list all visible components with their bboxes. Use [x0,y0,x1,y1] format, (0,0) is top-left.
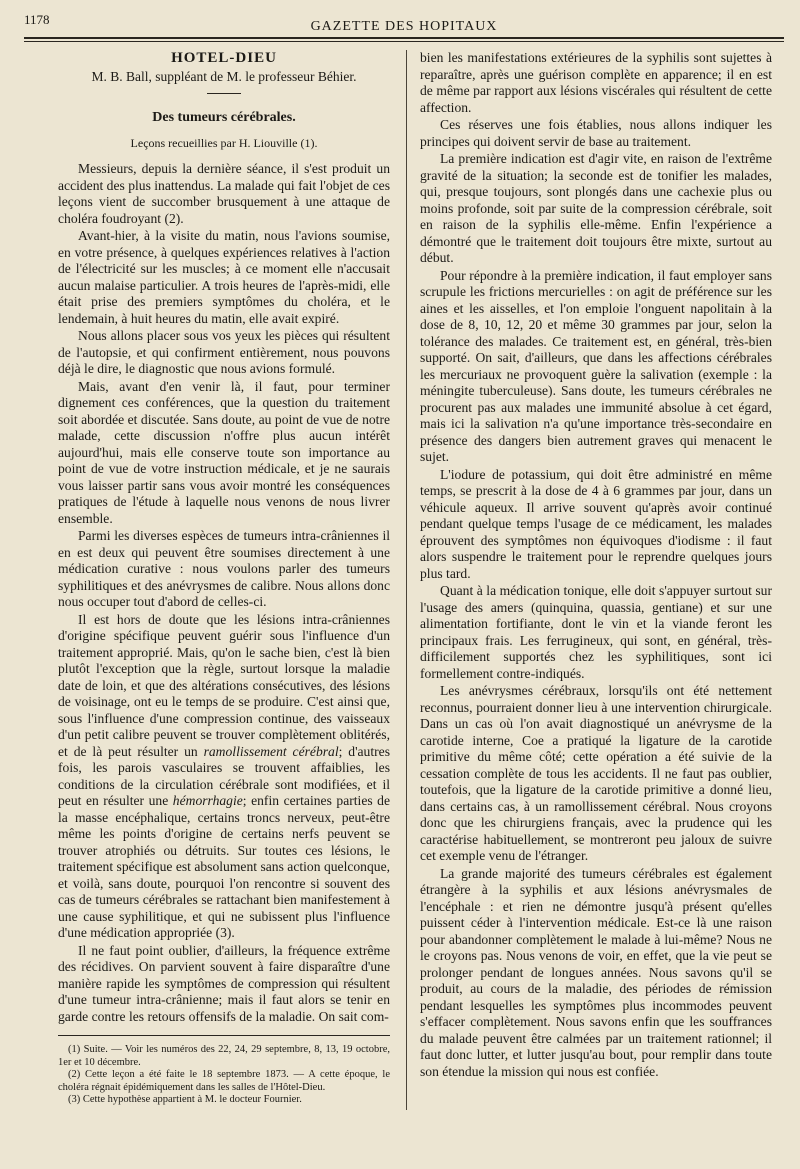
paragraph: bien les manifestations extérieures de la syphilis sont sujettes à reparaître, après une guérison complète en apparence; il en est de même par rapport aux lésions viscérales qui résultent de cette affection. [420,50,772,115]
footnote: (1) Suite. — Voir les numéros des 22, 24, 29 septembre, 8, 13, 19 octobre, 1er et 10 décembre. [58,1044,390,1068]
paragraph: La première indication est d'agir vite, en raison de l'extrême gravité de la situation; la seconde est de tonifier les malades, qui, presque toujours, sont plongés dans une cachexie plus ou moins profonde, soit par suite de la compression cérébrale, soit en raison de la syphilis elle-même. Enfin l'expérience a démontré que le traitement doit toujours être mixte, surtout au début. [420,151,772,265]
header-rule [24,37,784,39]
paragraph [58,612,390,942]
article-title: Des tumeurs cérébrales. [152,110,296,125]
footnote: (3) Cette hypothèse appartient à M. le docteur Fournier. [68,1094,302,1105]
column-divider [406,50,407,1110]
footnotes [58,1035,390,1107]
short-divider [207,93,241,94]
paragraph: Nous allons placer sous vos yeux les pièces qui résultent de l'autopsie, et qui confirment entièrement, nous pouvons déjà le dire, le diagnostic que nous avions formulé. [58,328,390,376]
text-run: ; d'autres fois, les parois vasculaires se trouvent affaiblies, les conditions de la circulation cérébrale sont modifiées, et il peut en résulter une [58,743,390,808]
header-rule-thin [24,41,784,42]
paragraph: Parmi les diverses espèces de tumeurs intra-crâniennes il en est deux qui peuvent être soumises directement à une médication curative : nous voulons parler des tumeurs syphilitiques et des anévrysmes de calibre. Nous allons donc nous occuper tout d'abord de celles-ci. [58,528,390,609]
paragraph: Pour répondre à la première indication, il faut employer sans scrupule les frictions mercurielles : on agit de préférence sur les aines et les aisselles, et l'on emploie l'onguent napolitain à la dose de 8, 10, 12, 20 et même 30 grammes par jour, selon la tolérance des malades. Ce traitement est, en général, très-bien supporté. On sait, d'ailleurs, que dans les affections cérébrales les mercuriaux ne provoquent guère la salivation (exemple : la méningite tuberculeuse). Sans doute, les tumeurs cérébrales ne procurent pas aux malades une immunité absolue à cet égard, mais ici la salivation n'a qu'une importance très-secondaire en présence des dangers bien autrement graves qui menacent le sujet. [420,267,772,464]
page-header [24,12,784,38]
emphasis: hémorrhagie [172,793,243,808]
emphasis: ramollissement cérébral [203,743,339,759]
paragraph: Ces réserves une fois établies, nous allons indiquer les principes qui doivent servir de base au traitement. [420,117,772,149]
paragraph: Mais, avant d'en venir là, il faut, pour terminer dignement ces conférences, que la question du traitement soit abordée et discutée. Sans doute, au point de vue de notre malade, cette discussion n'offre plus aucun intérêt aujourd'hui, mais elle conserve toute son importance au point de vue de votre instruction médicale, et je ne saurais vous laisser partir sans vous avoir montré les conséquences pratiques de l'étude à laquelle nous venons de nous livrer ensemble. [58,378,390,526]
paragraph: Il ne faut point oublier, d'ailleurs, la fréquence extrême des récidives. On parvient souvent à faire disparaître d'une manière rapide les symptômes de compression qui résultent d'une tumeur intra-crânienne; mais il faut alors se tenir en garde contre les retours offensifs de la maladie. On sait com- [58,942,390,1024]
paragraph: Messieurs, depuis la dernière séance, il s'est produit un accident des plus inattendus. La malade qui fait l'objet de ces leçons vient de succomber brusquement à une attaque de choléra foudroyant (2). [58,161,390,226]
lecturer-line: M. B. Ball, suppléant de M. le professeur Béhier. [91,68,357,84]
hospital-heading: HOTEL-DIEU [171,50,277,66]
article-subtitle: Leçons recueillies par H. Liouville (1). [130,135,318,150]
paragraph: Avant-hier, à la visite du matin, nous l'avions soumise, en votre présence, à quelques expériences relatives à l'action de l'électricité sur les muscles; à ce moment elle n'accusait aucun malaise particulier. A trois heures de l'après-midi, elle était prise des premiers symptômes du choléra, et le lendemain, à huit heures du matin, elle avait expiré. [58,228,390,326]
paragraph: Quant à la médication tonique, elle doit s'appuyer surtout sur l'usage des amers (quinquina, quassia, gentiane) et sur une alimentation fortifiante, dont le vin et la viande feront les principaux frais. Les ferrugineux, qui sont, en général, très-difficilement supportés chez les syphilitiques, sont ici formellement contre-indiqués. [420,583,772,681]
text-run: Il est hors de doute que les lésions intra-crâniennes d'origine spécifique peuvent guérir sous l'influence d'un traitement approprié. Mais, qu'on le sache bien, c'est là bien plutôt l'exception que la règle, surtout lorsque la maladie date de loin, et que des altérations consécutives, des lésions de voisinage, ont eu le temps de se produire. C'est ainsi que, sous l'influence d'une compression continue, des vaisseaux d'un petit calibre peuvent se trouver complètement oblitérés, et de là peut résulter un [58,611,390,759]
right-column [420,50,772,1080]
page-number: 1178 [24,12,50,27]
text-run: ; enfin certaines parties de la masse encéphalique, certains troncs nerveux, peut-être même les points d'origine de certains nerfs peuvent se trouver atrophiés ou détruits. Sur toutes ces lésions, le traitement spécifique est absolument sans action quelconque, et voilà, sans doute, pourquoi l'on rencontre si souvent des cas de tumeurs cérébrales se rattachant bien manifestement à une cause syphilitique, et qui ne subissent plus l'influence d'une médication appropriée (3). [58,793,391,940]
paragraph: La grande majorité des tumeurs cérébrales est également étrangère à la syphilis et aux lésions anévrysmales de l'encéphale : et rien ne démontre jusqu'à présent qu'elles puissent céder à l'intervention médicale. Est-ce là une raison pour abandonner complètement le malade à lui-même? Nous ne le croyons pas. Nous venons de voir, en effet, que la vie peut se prolonger pendant de longues années. Nous savons qu'il se produit, au cours de la maladie, des périodes de rémission pendant lesquelles les symptômes plus incommodes peuvent s'effacer complètement. Nous savons enfin que les souffrances du malade peuvent être calmées par un traitement rationnel; il faut donc lutter, et lutter jusqu'au bout, pour remplir dans toute son étendue la mission qui nous est confiée. [420,865,772,1079]
paragraph: L'iodure de potassium, qui doit être administré en même temps, se prescrit à la dose de 4 à 6 grammes par jour, dans un véhicule aqueux. Il arrive souvent qu'après avoir continué pendant quelque temps l'usage de ce médicament, les malades éprouvent des symptômes non équivoques d'iodisme : il faut alors suspendre le traitement pour le reprendre quelques jours plus tard. [420,466,772,581]
journal-title: GAZETTE DES HOPITAUX [310,19,498,34]
left-column [58,50,390,1107]
paragraph: Les anévrysmes cérébraux, lorsqu'ils ont été nettement reconnus, pourraient donner lieu à une intervention chirurgicale. Dans un cas où l'on avait diagnostiqué un anévrysme de la carotide interne, Coe a pratiqué la ligature de la carotide primitive du même côté; cette opération a été suivie de la cessation complète de tous les accidents. Il ne faut pas oublier, toutefois, que la ligature de la carotide primitive a donné lieu, dans certains cas, à un ramollissement cérébral. Nous croyons donc que les chirurgiens français, avec la prudence qui les caractérise habituellement, se montreront peu jaloux de suivre cet exemple venu de l'étranger. [420,683,772,863]
footnote: (2) Cette leçon a été faite le 18 septembre 1873. — A cette époque, le choléra régnait épidémiquement dans les salles de l'Hôtel-Dieu. [58,1069,390,1093]
